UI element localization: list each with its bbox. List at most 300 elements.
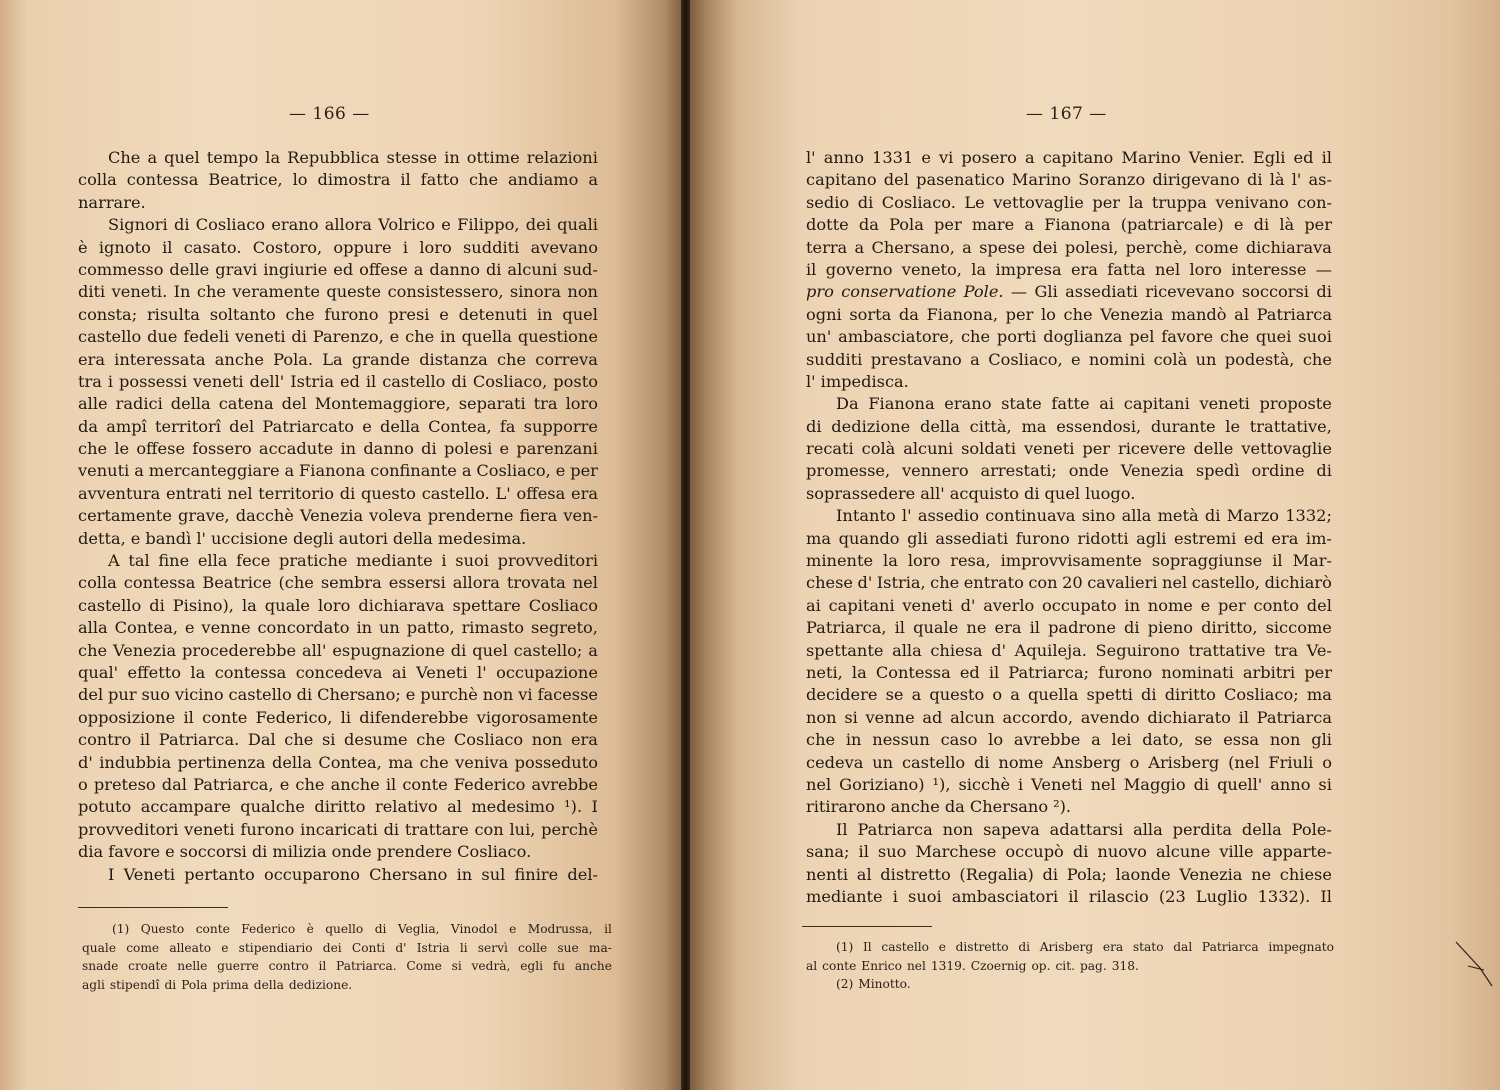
word: erano [944,394,992,414]
word: laonde [1115,864,1171,884]
word: (che [278,573,314,593]
word: a [147,148,158,167]
word: interesse [1231,259,1307,279]
word: ella [197,551,228,571]
word: Il [862,940,872,954]
word: castello [901,752,966,772]
word: Istria [416,940,450,955]
word: si [1318,774,1332,794]
text-line [78,550,598,572]
word: milizia [272,842,327,862]
word: fossero [192,439,252,459]
word: era [994,618,1022,638]
word: che [196,282,226,302]
text-line [806,169,1332,191]
word: Filippo, [457,215,520,235]
word: I [108,864,115,884]
text-line [806,192,1332,214]
word: Cosliaco. [881,192,956,212]
word: colle [518,940,548,955]
word: L' [495,483,511,503]
word: assediati [935,528,1009,548]
word: offese [359,259,408,279]
word: governo [825,259,893,279]
word: improvvisamente [1000,551,1142,571]
word: detenuti [458,304,528,324]
word: ampî [106,416,147,436]
word: il [1029,618,1040,638]
word: diritto, [1201,618,1258,638]
word: (patriarcale) [1120,215,1224,235]
word: dichiarò [1264,573,1332,593]
footnote-line [806,938,1334,957]
word: che [78,640,108,660]
word: lo [988,730,1004,750]
word: e [555,461,566,481]
word: mediante [806,886,883,906]
right-page [690,0,1500,1090]
word: rimasto [461,618,525,638]
word: Fianona [868,394,935,414]
word: fatte [1051,394,1090,414]
word: è [78,237,88,257]
word: fine [158,551,190,571]
word: e [1233,215,1244,235]
text-line [806,662,1332,684]
word: Arisberg [1148,752,1220,772]
word: Il [1320,886,1332,906]
word: Egli [1252,148,1286,167]
word: 1331 [872,148,914,167]
word: ingiurie [263,259,328,279]
word: cedeva [806,752,864,772]
word: non [806,707,837,727]
word: doglianza [1043,327,1123,347]
word: tempo [206,148,259,167]
word: città, [969,416,1012,436]
word: danno [429,259,480,279]
word: con [1028,573,1058,593]
word: Cosliaco; [1224,685,1299,705]
text-line [806,617,1332,639]
word: che [468,170,499,190]
word: espugnazione [332,640,445,660]
word: Mar- [1292,551,1332,571]
word: patto, [406,618,455,638]
text-line [806,438,1332,460]
word: dirigevano [1152,170,1240,190]
word: a [284,461,295,481]
word: occupato [1042,595,1117,615]
text-line [806,796,1332,818]
word: Volrico [378,215,435,235]
word: ed [1243,528,1264,548]
word: nome [1147,595,1193,615]
word: vigorosamente [476,707,598,727]
word: nome [998,752,1044,772]
word: sembra [320,573,382,593]
word: alleato [169,940,212,955]
word: dei [525,215,551,235]
word: gli [1311,730,1332,750]
word: casato. [183,237,242,257]
word: un [1195,349,1217,369]
word: il [1068,886,1079,906]
word: accordo, [1002,707,1074,727]
word: per [1005,304,1034,324]
text-line [78,281,598,303]
word: La [322,349,343,369]
word: arbitri [1242,662,1296,682]
footnote-line [806,957,1334,976]
word: interessata [114,349,206,369]
word: Friuli [1268,752,1314,772]
word: capitano [1042,148,1114,167]
word: d' [991,640,1007,660]
word: mandò [1171,304,1227,324]
word: essendosi, [1056,416,1142,436]
word: croate [128,959,168,974]
word: il [604,922,612,936]
word: venivano [1215,192,1289,212]
word: al [806,958,818,973]
word: ¹). [564,797,583,817]
word: a [134,461,144,481]
word: quella [461,327,512,347]
word: onde [1068,461,1109,481]
word: ma [1306,685,1332,705]
word: che [284,730,314,750]
word: agli [82,977,105,992]
word: nel [806,774,832,794]
word: caso [940,730,978,750]
word: vedrà, [471,959,511,974]
word: segreto, [530,618,598,638]
word: spetti [1086,685,1133,705]
word: presi [388,304,430,324]
word: anche [574,959,612,974]
word: sicchè [958,774,1011,794]
word: quel [472,640,508,660]
left-footnotes [82,920,612,994]
word: luogo. [1085,483,1136,503]
word: Cosliaco [453,730,524,750]
word: 1332). [1257,886,1311,906]
word: avventura [78,483,161,503]
word: sue [557,940,579,955]
word: Marino [1121,148,1181,167]
word: diti [78,282,106,302]
text-line [78,214,598,236]
word: sopraggiunse [1151,551,1263,571]
word: di [1072,842,1089,862]
word: prima [212,977,249,992]
word: ma [388,752,414,772]
word: Soranzo [1078,170,1146,190]
word: trattative, [1249,416,1332,436]
text-line [806,505,1332,527]
word: spedì [1195,461,1240,481]
word: Cosliaco, [476,461,551,481]
word: diritto [1164,685,1216,705]
word: supporre [523,416,598,436]
word: catena [218,394,274,414]
word: che [806,730,836,750]
word: veneto, [901,259,962,279]
word: a [1024,215,1035,235]
text-line [806,595,1332,617]
word: dichiarato [1147,707,1231,727]
word: as- [1308,170,1332,190]
word: servì [477,940,508,955]
word: siccome [1265,618,1332,638]
word: apparte- [1262,842,1332,862]
word: narrare. [78,192,146,212]
word: di [1316,461,1332,481]
word: Dal [247,730,276,750]
word: In [173,282,191,302]
word: fiera [519,506,558,526]
word: Pola; [1066,864,1107,884]
word: erano [271,215,319,235]
word: arrestati; [980,461,1057,481]
word: la [190,662,206,682]
word: quell' [1217,774,1263,794]
word: a [962,237,972,257]
word: Enrico [861,958,902,973]
word: autori [338,528,388,548]
word: la [1128,192,1144,212]
word: dal [1173,940,1193,954]
word: avevano [530,237,598,257]
word: come [1194,237,1239,257]
word: di [164,977,177,992]
word: della [392,528,433,548]
word: che [930,573,960,593]
word: al [1234,304,1249,324]
word: di [1204,506,1221,526]
word: è [306,922,314,936]
word: tra [533,394,558,414]
word: veneti [902,595,953,615]
text-line [806,729,1332,751]
word: certamente [78,506,172,526]
word: da [858,215,879,235]
left-body-text [78,147,598,886]
word: castello [228,685,292,705]
text-line [78,483,598,505]
word: Marzo [1226,506,1279,526]
page-number-166: — 166 — [289,104,370,124]
word: (23 [1158,886,1186,906]
word: a [588,170,598,190]
word: mare [971,215,1015,235]
word: gravi [215,259,258,279]
word: le [114,439,130,459]
word: vennero [902,461,969,481]
word: avendo [1080,707,1140,727]
word: Patriarca [857,819,933,839]
word: Federico [241,922,296,936]
word: e [389,327,400,347]
word: conte [195,922,230,936]
word: delle [169,259,210,279]
word: e [938,940,946,954]
word: estremi [1174,528,1237,548]
word: i [441,551,447,571]
word: del [229,416,255,436]
word: Arisberg [1039,940,1094,954]
word: Federico [453,774,526,794]
word: alle [78,394,108,414]
word: quello [325,922,364,936]
word: questo [361,483,416,503]
word: nel [1154,259,1181,279]
word: veneti [1199,394,1250,414]
word: ²). [1053,797,1072,817]
pencil-mark-icon [1454,940,1494,990]
word: sorta [849,304,892,324]
word: correva [535,349,598,369]
word: provveditori [497,551,598,571]
word: là [1279,215,1295,235]
word: nuovo [1097,842,1147,862]
word: del [1306,595,1332,615]
word: questo [929,685,985,705]
word: grande [351,349,410,369]
word: Cosliaco, [988,349,1063,369]
word: relativo [374,797,438,817]
word: a [413,259,424,279]
word: Patriarca [1256,304,1332,324]
word: nel [1090,774,1116,794]
word: nel [906,958,926,973]
word: occupò [1005,842,1064,862]
word: nel [1162,573,1188,593]
footnote-rule [802,926,932,927]
word: ed [1293,148,1314,167]
word: in [340,439,357,459]
word: Patriarcato [262,416,354,436]
word: continuava [985,506,1076,526]
word: nel [227,483,253,503]
word: desume [344,730,408,750]
word: furono [324,304,379,324]
word: venuti [78,461,130,481]
word: (Regalia) [959,864,1034,884]
word: Venezia [1100,304,1164,324]
text-line [78,169,598,191]
text-line [78,841,598,863]
word: Czoernig [970,958,1027,973]
word: Cosliaco, [472,371,548,391]
word: prestavano [870,349,962,369]
word: andiamo [508,170,579,190]
word: colla [78,170,117,190]
word: anno [1270,774,1311,794]
word: in [536,304,553,324]
word: veneti [235,327,286,347]
word: concedeva [295,662,383,682]
word: commesso [78,259,164,279]
word: sino [1081,506,1116,526]
word: medesimo [471,797,555,817]
word: Patriarca [1256,707,1332,727]
word: offese [136,439,186,459]
text-line [806,752,1332,774]
word: ambasciatori [951,886,1059,906]
word: conto [1253,595,1300,615]
word: vicino [174,685,224,705]
word: ogni [806,304,842,324]
word: la [851,662,867,682]
word: Minotto. [858,977,911,992]
word: Cosliaco [528,595,598,615]
word: pel [1129,327,1155,347]
word: indubbia [99,752,172,772]
word: ma- [588,940,612,955]
word: ridotti [1077,528,1129,548]
word: fatta [1107,259,1146,279]
word: Beatrice [202,573,272,593]
word: il [1238,707,1249,727]
word: con [474,819,504,839]
word: Montemaggiore, [314,394,451,414]
word: tra [1274,640,1298,660]
word: pasenatico [916,170,1005,190]
word: favore [108,842,161,862]
word: Cosliaco [195,215,266,235]
word: l' [901,506,912,526]
word: danno [363,439,414,459]
word: all' [920,483,945,503]
word: anche [330,774,380,794]
word: stipendî [109,977,160,992]
word: per [1304,215,1332,235]
word: vettovaglie [993,192,1084,212]
word: preteso [93,774,156,794]
word: sinora [509,282,561,302]
word: d' [857,573,873,593]
word: lui, [509,819,536,839]
word: ed [333,259,354,279]
word: il [318,959,327,974]
word: soprassedere [806,483,916,503]
word: accadute [258,439,334,459]
word: la [265,148,281,167]
word: dei [322,940,342,955]
word: il [894,618,905,638]
word: colà [861,439,896,459]
word: capitani [1123,394,1190,414]
word: sudditi [806,349,863,369]
word: Cosliaco. [457,842,532,862]
word: op. [1031,958,1051,973]
word: Signori [108,215,168,235]
word: Intanto [836,506,896,526]
word: il [162,237,173,257]
word: ordine [1251,461,1305,481]
word: lo [292,170,308,190]
word: neti, [806,662,843,682]
word: stesse [386,148,438,167]
word: facesse [537,685,598,705]
word: fatto [420,170,460,190]
word: Contea, [428,416,492,436]
word: — [1315,259,1332,279]
word: contessa [214,662,287,682]
text-line [78,371,598,393]
